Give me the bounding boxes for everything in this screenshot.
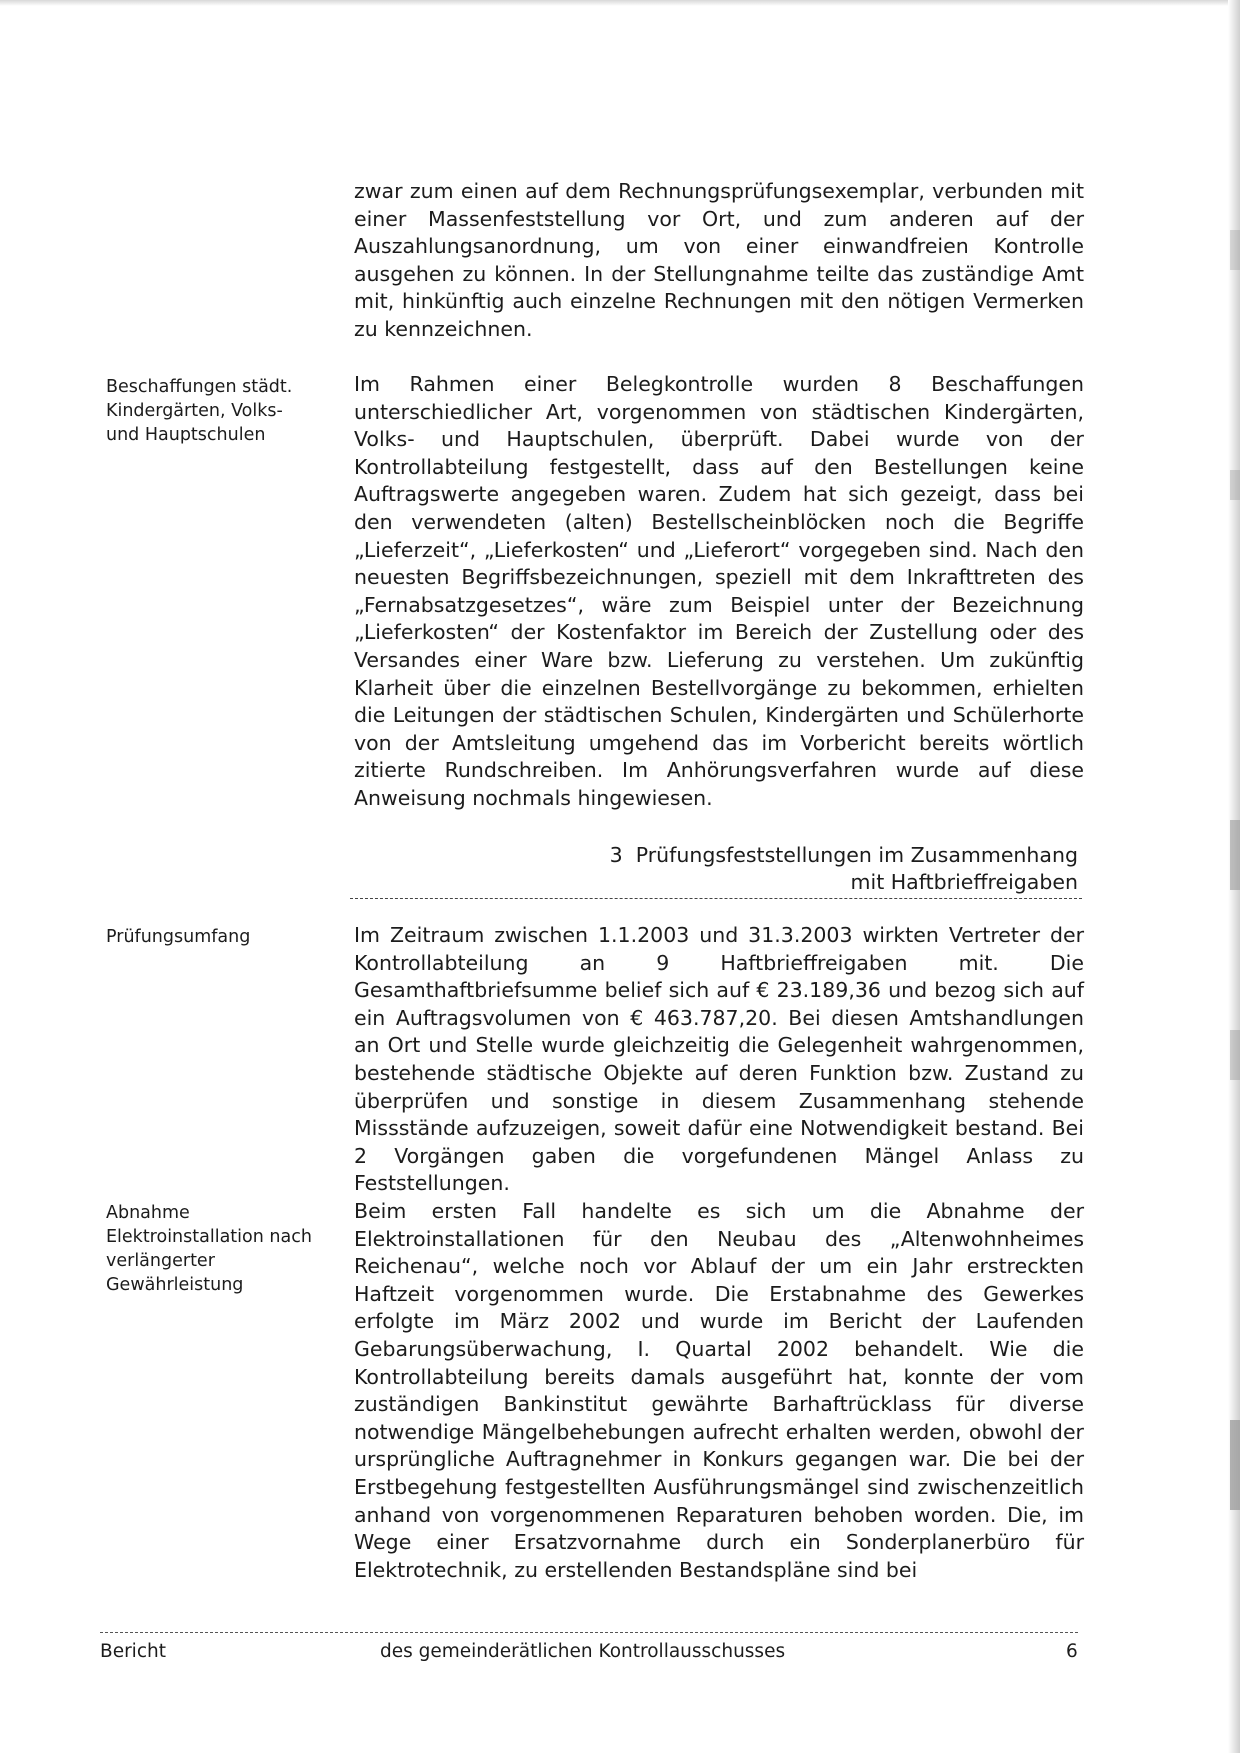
paragraph-abnahme: Beim ersten Fall handelte es sich um die Abnahme der Elektroinstallationen für den Neubau des „Altenwohnheimes Reichenau“, welche noch vor Ablauf der um ein Jahr erstreckten Haftzeit vorgenommen wurde. Die Erstabnahme des Gewerkes erfolgte im März 2002 und wurde im Bericht der Laufenden Gebarungsüberwachung, I. Quartal 2002 behandelt. Wie die Kontrollabteilung bereits damals ausgeführt hat, konnte der vom zuständigen Bankinstitut gewährte Barhaftrücklass für diverse notwendige Mängelbehebungen aufrecht erhalten werden, obwohl der ursprüngliche Auftragnehmer in Konkurs gegangen war. Die bei der Erstbegehung festgestellten Ausführungsmängel sind zwischenzeitlich anhand von vorgenommenen Reparaturen behoben worden. Die, im Wege einer Ersatzvornahme durch ein Sonderplanerbüro für Elektrotechnik, zu erstellenden Bestandspläne sind bei — [354, 1199, 1084, 1582]
footer-center: des gemeinderätlichen Kontrollausschusses — [380, 1641, 786, 1662]
paragraph-rechnungspruefung: zwar zum einen auf dem Rechnungsprüfungsexemplar, verbunden mit einer Massenfeststellung vor Ort, und zum anderen auf der Auszahlungsanordnung, um von einer einwandfreien Kontrolle ausgehen zu können. In der Stellungnahme teilte das zuständige Amt mit, hinkünftig auch einzelne Rechnungen mit den nötigen Vermerken zu kennzeichnen. — [354, 179, 1084, 341]
footer-left: Bericht — [100, 1641, 166, 1662]
section-heading-line1: 3 Prüfungsfeststellungen im Zusammenhang — [609, 843, 1078, 867]
side-note-beschaffungen: Beschaffungen städt. Kindergärten, Volks- und Hauptschulen — [106, 377, 293, 445]
paragraph-beschaffungen: Im Rahmen einer Belegkontrolle wurden 8 Beschaffungen unterschiedlicher Art, vorgenommen von städtischen Kindergärten, Volks- und Hauptschulen, überprüft. Dabei wurde von der Kontrollabteilung festgestellt, dass auf den Bestellungen keine Auftragswerte angegeben waren. Zudem hat sich gezeigt, dass bei den verwendeten (alten) Bestellscheinblöcken noch die Begriffe „Lieferzeit“, „Lieferkosten“ und „Lieferort“ vorgegeben sind. Nach den neuesten Begriffsbezeichnungen, speziell mit dem Inkrafttreten des „Fernabsatzgesetzes“, wäre zum Beispiel unter der Bezeichnung „Lieferkosten“ der Kostenfaktor im Bereich der Zustellung oder des Versandes einer Ware bzw. Lieferung zu verstehen. Um zukünftig Klarheit über die einzelnen Bestellvorgänge zu bekommen, erhielten die Leitungen der städtischen Schulen, Kindergärten und Schülerhorte von der Amtsleitung umgehend das im Vorbericht bereits wörtlich zitierte Rundschreiben. Im Anhörungsverfahren wurde auf diese Anweisung nochmals hingewiesen. — [354, 372, 1084, 810]
page-number: 6 — [1066, 1641, 1078, 1662]
section-heading — [354, 842, 1078, 896]
section-heading-line2: mit Haftbrieffreigaben — [850, 870, 1078, 894]
side-note-pruefungsumfang: Prüfungsumfang — [106, 927, 251, 947]
paragraph-pruefungsumfang: Im Zeitraum zwischen 1.1.2003 und 31.3.2003 wirkten Vertreter der Kontrollabteilung an 9 Haftbrieffreigaben mit. Die Gesamthaftbriefsumme belief sich auf € 23.189,36 und bezog sich auf ein Auftragsvolumen von € 463.787,20. Bei diesen Amtshandlungen an Ort und Stelle wurde gleichzeitig die Gelegenheit wahrgenommen, bestehende städtische Objekte auf deren Funktion bzw. Zustand zu überprüfen und sonstige in diesem Zusammenhang stehende Missstände aufzuzeigen, soweit dafür eine Notwendigkeit bestand. Bei 2 Vorgängen gaben die vorgefundenen Mängel Anlass zu Feststellungen. — [354, 923, 1084, 1196]
footer-divider — [100, 1632, 1078, 1633]
heading-divider — [350, 898, 1082, 899]
side-note-abnahme: Abnahme Elektroinstallation nach verlängerter Gewährleistung — [106, 1203, 312, 1295]
